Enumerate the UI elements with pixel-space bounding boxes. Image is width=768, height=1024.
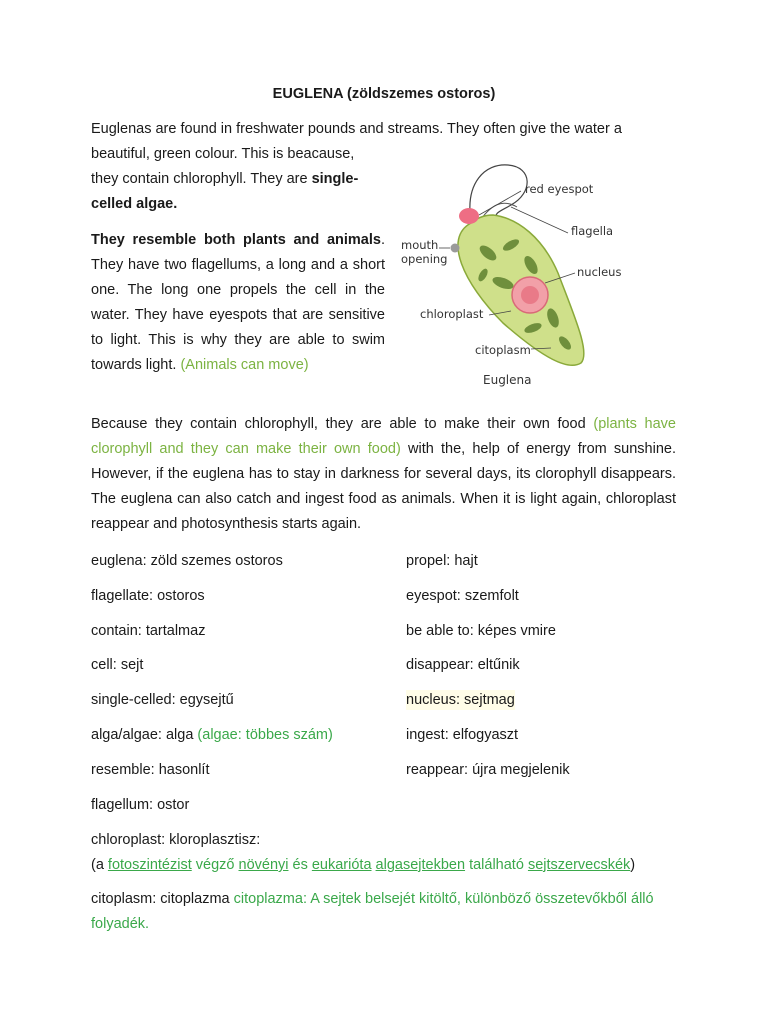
- chlorophyll-note: (plants have clorophyll and they can make their own food): [91, 416, 676, 457]
- vocab-right-1: propel: hajt: [406, 553, 478, 569]
- def-text-1: végző: [191, 857, 239, 873]
- intro-text-1: beautiful, green colour. This is beacause,: [91, 146, 355, 162]
- vocab-left-1: euglena: zöld szemes ostoros: [91, 553, 283, 569]
- label-flagella: flagella: [571, 224, 614, 238]
- label-nucleus: nucleus: [577, 265, 622, 279]
- vocab-left-4: cell: sejt: [91, 657, 144, 673]
- label-opening: opening: [401, 252, 448, 266]
- vocab-right-2: eyespot: szemfolt: [406, 588, 519, 604]
- vocab-right-6: ingest: elfogyaszt: [406, 727, 519, 743]
- vocab-left-6: [91, 725, 333, 745]
- label-citoplasm: citoplasm: [475, 343, 531, 357]
- intro-line: Euglenas are found in freshwater pounds and streams. They often give the water a: [91, 121, 622, 137]
- mouth-shape: [451, 244, 460, 253]
- euglena-figure: [393, 143, 675, 393]
- eyespot-shape: [459, 208, 479, 224]
- intro-bold: single-celled algae.: [91, 171, 359, 212]
- label-mouth: mouth: [401, 238, 439, 252]
- resemble-bold: They resemble both plants and animals: [91, 232, 381, 248]
- label-red-eyespot: red eyespot: [525, 182, 594, 196]
- link-fotoszintezist[interactable]: fotoszintézist: [107, 857, 192, 873]
- chlorophyll-text-b: with the, help of energy from sunshine. However, if the euglena has to stay in darkness for several days, its clorophyll disappears. The euglena can also catch and ingest food as animals. When it is light again, chloroplast reappear and photosynthesis starts again.: [91, 441, 676, 532]
- citoplasm-note: citoplazma: A sejtek belsejét kitöltő, különböző összetevőkből álló folyadék.: [91, 891, 654, 932]
- euglena-illustration: [393, 143, 675, 393]
- page-title: EUGLENA (zöldszemes ostoros): [272, 86, 496, 102]
- long-flagellum: [470, 165, 527, 221]
- vocab-left-5: single-celled: egysejtű: [91, 692, 234, 708]
- resemble-text: . They have two flagellums, a long and a short one. The long one propels the cell in the water. They have eyespots that are sensitive to light. This is why they are able to swim towards light.: [91, 232, 385, 373]
- intro-text-2: they contain chlorophyll. They are: [91, 171, 312, 187]
- vocab-left-6-term: alga/algae: alga: [91, 727, 198, 743]
- vocab-left-3: contain: tartalmaz: [91, 623, 206, 639]
- chlorophyll-text-a: Because they contain chlorophyll, they are able to make their own food: [91, 416, 594, 432]
- intro-continued: [91, 142, 385, 217]
- vocab-right-3: be able to: képes vmire: [406, 623, 556, 639]
- def-open: (a: [91, 857, 108, 873]
- def-text-4: található: [465, 857, 528, 873]
- link-sejtszervecskek[interactable]: sejtszervecskék: [527, 857, 631, 873]
- vocab-left-8: flagellum: ostor: [91, 797, 190, 813]
- vocab-right-5: nucleus: sejtmag: [406, 692, 515, 708]
- citoplasm-term: citoplasm: citoplazma: [91, 891, 234, 907]
- vocab-left-2: flagellate: ostoros: [91, 588, 205, 604]
- resemble-note: (Animals can move): [180, 357, 309, 373]
- vocab-right-7: reappear: újra megjelenik: [406, 762, 570, 778]
- link-algasejtekben[interactable]: algasejtekben: [375, 857, 466, 873]
- figure-caption: Euglena: [483, 373, 532, 387]
- citoplasm-definition: [91, 887, 681, 937]
- chloroplast-definition: [91, 855, 635, 875]
- nucleolus-shape: [521, 286, 539, 304]
- link-novenyi[interactable]: növényi: [238, 857, 289, 873]
- chloroplast-line: chloroplast: kloroplasztisz:: [91, 832, 261, 848]
- vocab-left-7: resemble: hasonlít: [91, 762, 210, 778]
- resemble-paragraph: [91, 228, 385, 378]
- label-chloroplast: chloroplast: [420, 307, 484, 321]
- vocab-right-4: disappear: eltűnik: [406, 657, 520, 673]
- def-text-2: és: [288, 857, 312, 873]
- link-eukariota[interactable]: eukarióta: [311, 857, 372, 873]
- chlorophyll-paragraph: [91, 412, 676, 537]
- def-close: ): [630, 857, 636, 873]
- vocab-left-6-note: (algae: többes szám): [197, 727, 333, 743]
